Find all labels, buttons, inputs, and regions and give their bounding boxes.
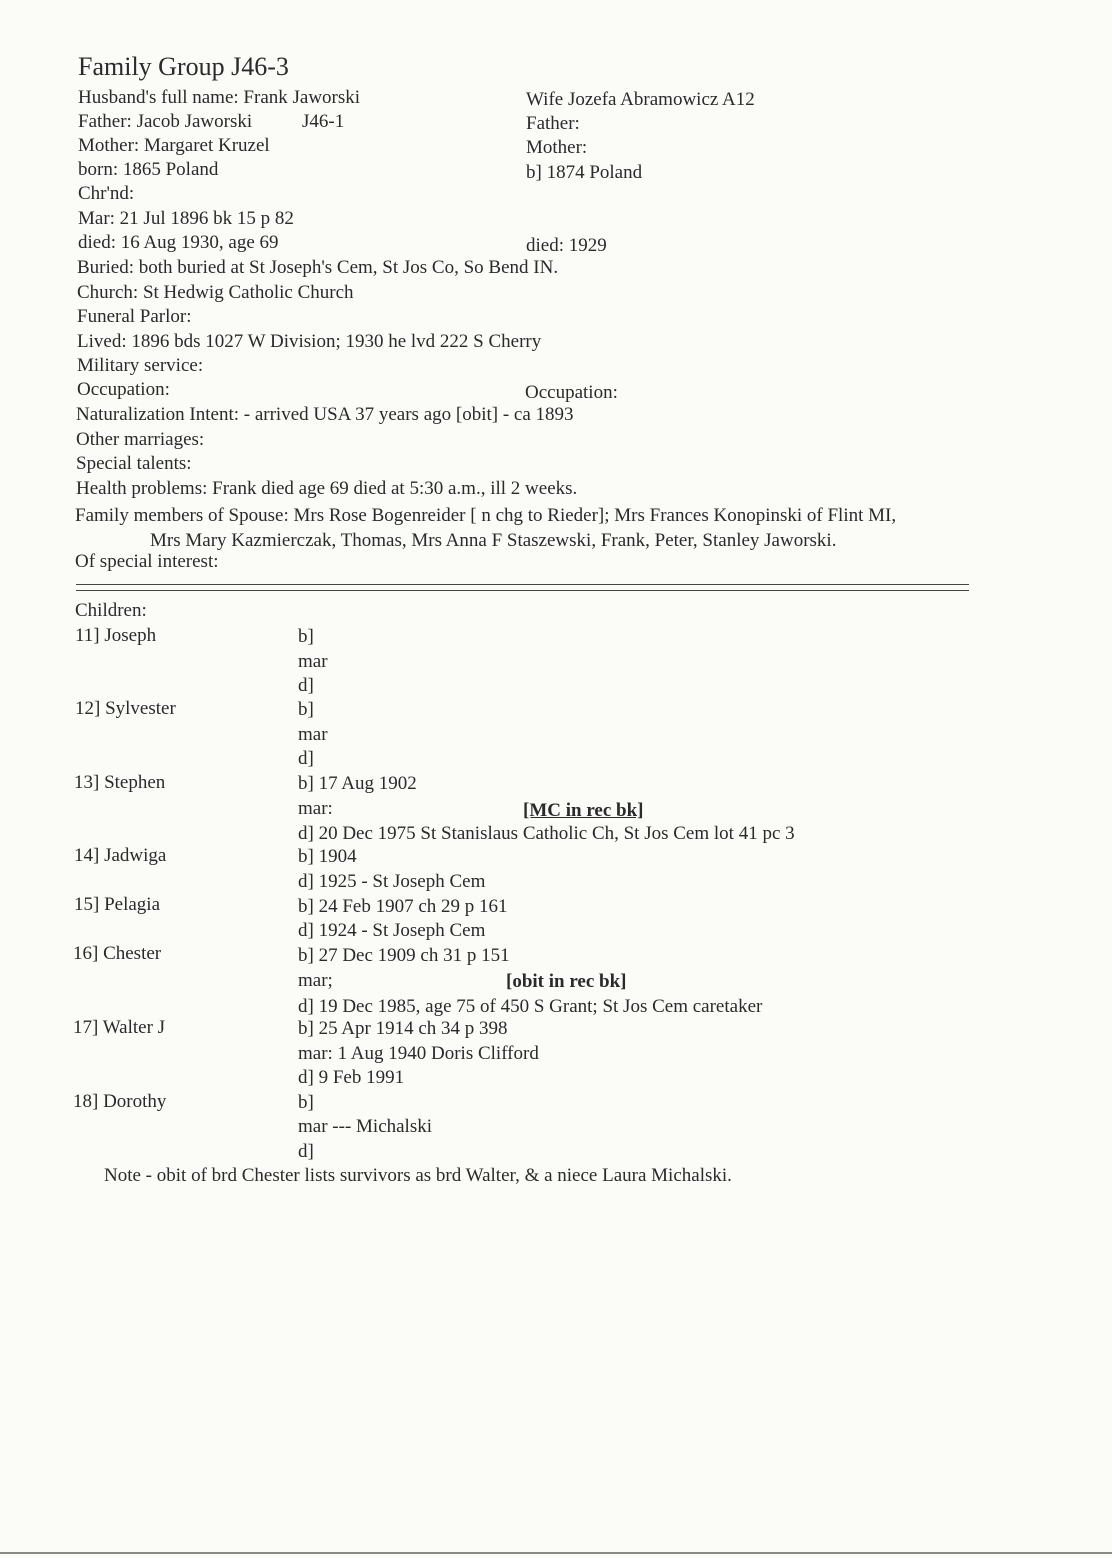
naturalization: Naturalization Intent: - arrived USA 37 years ago [obit] - ca 1893	[76, 404, 574, 425]
child-died: d]	[298, 748, 314, 769]
family-members-line2: Mrs Mary Kazmierczak, Thomas, Mrs Anna F Staszewski, Frank, Peter, Stanley Jaworski.	[150, 530, 837, 551]
husband-father-id: J46-1	[302, 111, 345, 132]
child-born: b] 1904	[298, 846, 357, 867]
husband-father: Father: Jacob Jaworski	[78, 111, 253, 132]
child-married: mar --- Michalski	[298, 1116, 433, 1137]
child-name: 18] Dorothy	[73, 1091, 167, 1112]
child-born: b] 17 Aug 1902	[298, 773, 417, 794]
wife-mother: Mother:	[526, 137, 588, 158]
child-died: d] 1924 - St Joseph Cem	[298, 920, 486, 941]
child-born: b]	[298, 626, 314, 647]
child-born: b] 24 Feb 1907 ch 29 p 161	[298, 896, 508, 917]
child-married: mar	[298, 724, 328, 745]
child-name: 17] Walter J	[73, 1017, 166, 1038]
footnote: Note - obit of brd Chester lists survivors as brd Walter, & a niece Laura Michalski.	[104, 1165, 732, 1186]
husband-died: died: 16 Aug 1930, age 69	[78, 232, 279, 253]
child-name: 13] Stephen	[74, 772, 166, 793]
wife-occupation: Occupation:	[525, 382, 618, 403]
child-name: 14] Jadwiga	[74, 845, 167, 866]
child-name: 16] Chester	[73, 943, 162, 964]
record-note: [MC in rec bk]	[523, 800, 644, 821]
page-title: Family Group J46-3	[78, 52, 289, 81]
child-married: mar	[298, 651, 328, 672]
child-married: mar:	[298, 798, 333, 819]
other-marriages: Other marriages:	[76, 429, 205, 450]
wife-died: died: 1929	[526, 235, 607, 256]
husband-christened: Chr'nd:	[78, 183, 135, 204]
husband-born: born: 1865 Poland	[78, 159, 219, 180]
child-died: d] 20 Dec 1975 St Stanislaus Catholic Ch, St Jos Cem lot 41 pc 3	[298, 823, 795, 844]
wife-born: b] 1874 Poland	[526, 162, 643, 183]
child-born: b]	[298, 699, 314, 720]
child-name: 15] Pelagia	[74, 894, 161, 915]
child-name: 11] Joseph	[75, 625, 157, 646]
husband-mother: Mother: Margaret Kruzel	[78, 135, 270, 156]
husband-full-name: Husband's full name: Frank Jaworski	[78, 87, 361, 108]
church: Church: St Hedwig Catholic Church	[77, 282, 354, 303]
family-members-line1: Family members of Spouse: Mrs Rose Bogenreider [ n chg to Rieder]; Mrs Frances Konopinski of Flint MI,	[75, 505, 897, 526]
military-service: Military service:	[77, 355, 204, 376]
husband-occupation: Occupation:	[77, 379, 170, 400]
children-label: Children:	[75, 600, 147, 621]
wife-father: Father:	[526, 113, 580, 134]
husband-married: Mar: 21 Jul 1896 bk 15 p 82	[78, 208, 294, 229]
child-born: b]	[298, 1092, 314, 1113]
scan-edge	[0, 1552, 1112, 1554]
record-note: [obit in rec bk]	[506, 971, 627, 992]
funeral-parlor: Funeral Parlor:	[77, 306, 192, 327]
buried: Buried: both buried at St Joseph's Cem, St Jos Co, So Bend IN.	[77, 257, 559, 278]
child-died: d] 9 Feb 1991	[298, 1067, 405, 1088]
health-problems: Health problems: Frank died age 69 died at 5:30 a.m., ill 2 weeks.	[76, 478, 578, 499]
child-died: d] 1925 - St Joseph Cem	[298, 871, 486, 892]
child-died: d]	[298, 1141, 314, 1162]
child-born: b] 27 Dec 1909 ch 31 p 151	[298, 945, 510, 966]
special-interest: Of special interest:	[75, 551, 219, 572]
special-talents: Special talents:	[76, 453, 192, 474]
wife-name: Wife Jozefa Abramowicz A12	[526, 89, 755, 110]
double-rule-divider	[76, 584, 969, 591]
lived: Lived: 1896 bds 1027 W Division; 1930 he lvd 222 S Cherry	[77, 331, 542, 352]
child-died: d] 19 Dec 1985, age 75 of 450 S Grant; St Jos Cem caretaker	[298, 996, 763, 1017]
child-name: 12] Sylvester	[75, 698, 176, 719]
child-married: mar: 1 Aug 1940 Doris Clifford	[298, 1043, 539, 1064]
child-died: d]	[298, 675, 314, 696]
child-born: b] 25 Apr 1914 ch 34 p 398	[298, 1018, 508, 1039]
child-married: mar;	[298, 970, 333, 991]
